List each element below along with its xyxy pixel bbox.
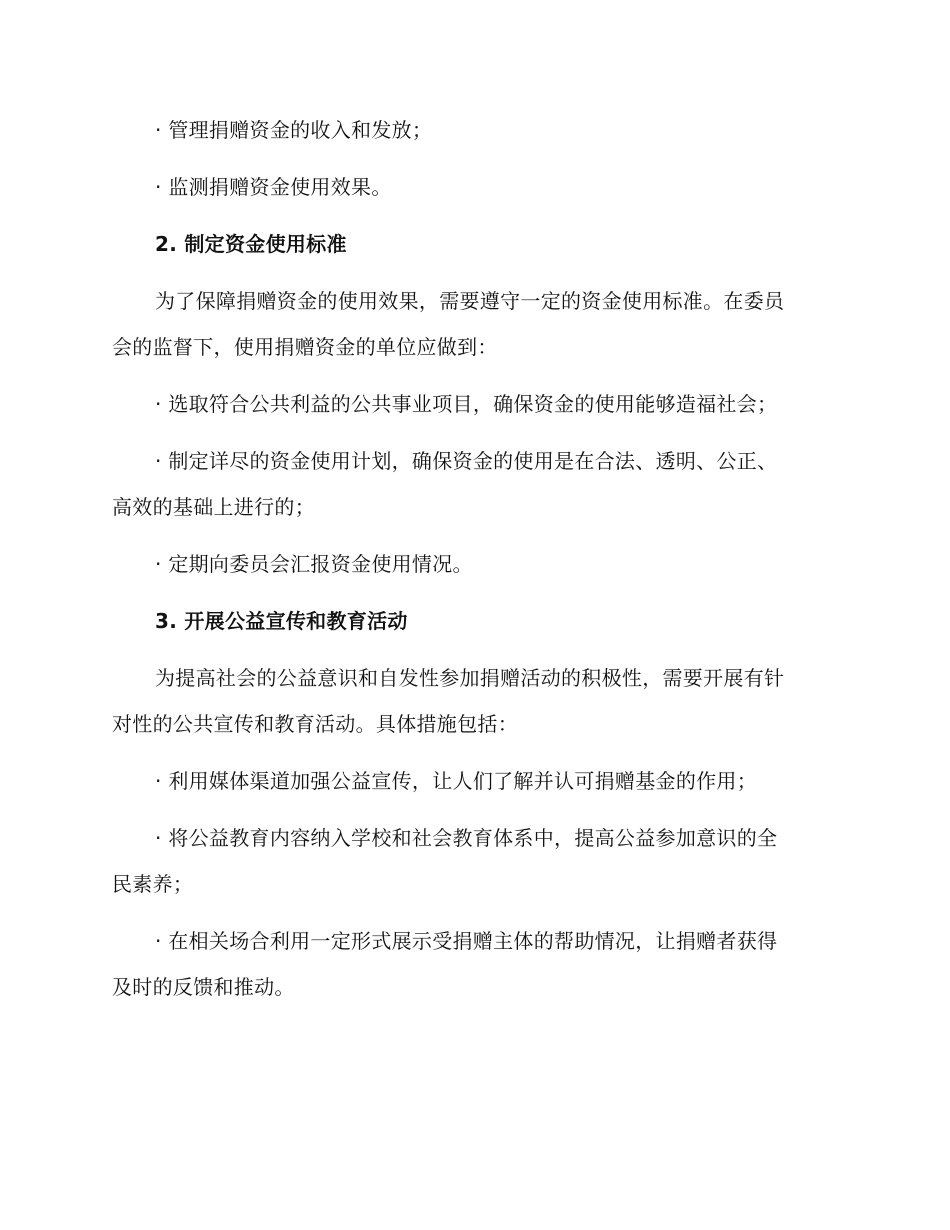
section3-bullet1: · 利用媒体渠道加强公益宣传，让人们了解并认可捐赠基金的作用； [155,769,758,793]
section3-bullet2-line1: · 将公益教育内容纳入学校和社会教育体系中，提高公益参加意识的全 [155,826,778,850]
section3-heading: 3. 开展公益宣传和教育活动 [155,609,408,633]
section3-paragraph-line2: 对性的公共宣传和教育活动。具体措施包括： [112,712,518,736]
section2-bullet2-line1: · 制定详尽的资金使用计划，确保资金的使用是在合法、透明、公正、 [155,449,778,473]
section2-heading: 2. 制定资金使用标准 [155,232,347,256]
section3-paragraph-line1: 为提高社会的公益意识和自发性参加捐赠活动的积极性，需要开展有针 [155,666,785,690]
section2-bullet1: · 选取符合公共利益的公共事业项目，确保资金的使用能够造福社会； [155,392,778,416]
bullet-manage-funds: · 管理捐赠资金的收入和发放； [155,118,433,142]
section2-bullet2-line2: 高效的基础上进行的； [112,495,315,519]
section3-bullet3-line2: 及时的反馈和推动。 [112,975,295,999]
section3-bullet2-line2: 民素养； [112,872,194,896]
section3-bullet3-line1: · 在相关场合利用一定形式展示受捐赠主体的帮助情况，让捐赠者获得 [155,929,778,953]
section2-paragraph-line2: 会的监督下，使用捐赠资金的单位应做到： [112,335,498,359]
section2-paragraph-line1: 为了保障捐赠资金的使用效果，需要遵守一定的资金使用标准。在委员 [155,289,785,313]
section2-bullet3: · 定期向委员会汇报资金使用情况。 [155,552,473,576]
bullet-monitor-effect: · 监测捐赠资金使用效果。 [155,175,392,199]
